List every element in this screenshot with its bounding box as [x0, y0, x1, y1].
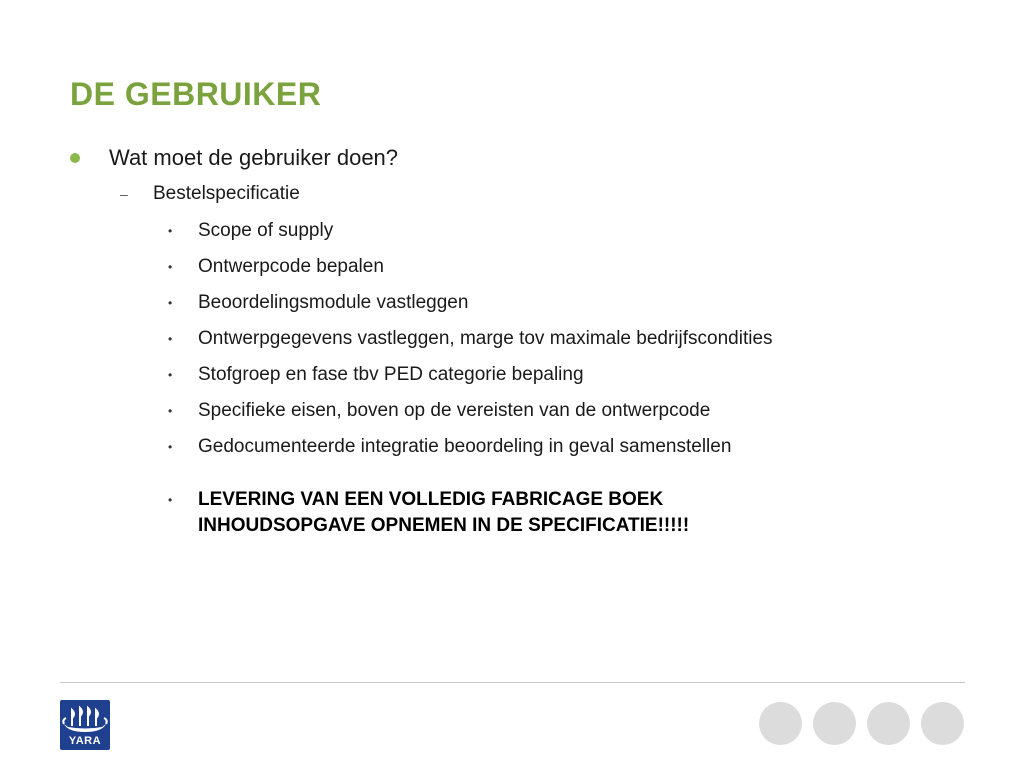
emphasis-text [198, 487, 689, 539]
dot-bullet-icon: • [168, 493, 173, 507]
footer-divider [60, 682, 965, 683]
bullet-level1 [70, 143, 398, 173]
list-item-text: Specifieke eisen, boven op de vereisten van de ontwerpcode [198, 400, 711, 421]
footer-nav-dots [759, 702, 964, 745]
list-item-text: Ontwerpgegevens vastleggen, marge tov maximale bedrijfscondities [198, 328, 773, 349]
dot-bullet-icon: • [168, 296, 173, 310]
list-item-text: Gedocumenteerde integratie beoordeling in geval samenstellen [198, 436, 732, 457]
bullet-level2-text: Bestelspecificatie [153, 183, 300, 204]
bullet-level1-text: Wat moet de gebruiker doen? [109, 145, 399, 170]
nav-dot[interactable] [867, 702, 910, 745]
emphasis-line-1: LEVERING VAN EEN VOLLEDIG FABRICAGE BOEK [198, 489, 664, 510]
nav-dot[interactable] [921, 702, 964, 745]
list-item [168, 433, 773, 461]
yara-logo [60, 700, 110, 750]
list-item [168, 361, 773, 389]
dash-bullet-icon: – [120, 186, 128, 202]
list-item-text: Scope of supply [198, 220, 334, 241]
emphasis-line-2: INHOUDSOPGAVE OPNEMEN IN DE SPECIFICATIE!!!!! [198, 515, 690, 536]
dot-bullet-icon: • [168, 224, 173, 238]
dot-bullet-icon: • [168, 368, 173, 382]
bullet-level2 [120, 181, 300, 207]
list-item-text: Ontwerpcode bepalen [198, 256, 384, 277]
round-bullet-icon [70, 153, 80, 163]
dot-bullet-icon: • [168, 332, 173, 346]
dot-bullet-icon: • [168, 404, 173, 418]
slide-title: DE GEBRUIKER [70, 76, 322, 112]
nav-dot[interactable] [813, 702, 856, 745]
list-item-text: Beoordelingsmodule vastleggen [198, 292, 469, 313]
list-item [168, 325, 773, 353]
list-item [168, 397, 773, 425]
list-item [168, 217, 773, 245]
dot-bullet-icon: • [168, 440, 173, 454]
dot-bullet-icon: • [168, 260, 173, 274]
logo-text: YARA [68, 735, 102, 747]
list-item-text: Stofgroep en fase tbv PED categorie bepaling [198, 364, 584, 385]
bullet-level3-list [168, 217, 773, 547]
list-item [168, 289, 773, 317]
list-item [168, 253, 773, 281]
emphasis-item [168, 487, 773, 539]
viking-ship-icon [60, 700, 110, 738]
nav-dot[interactable] [759, 702, 802, 745]
